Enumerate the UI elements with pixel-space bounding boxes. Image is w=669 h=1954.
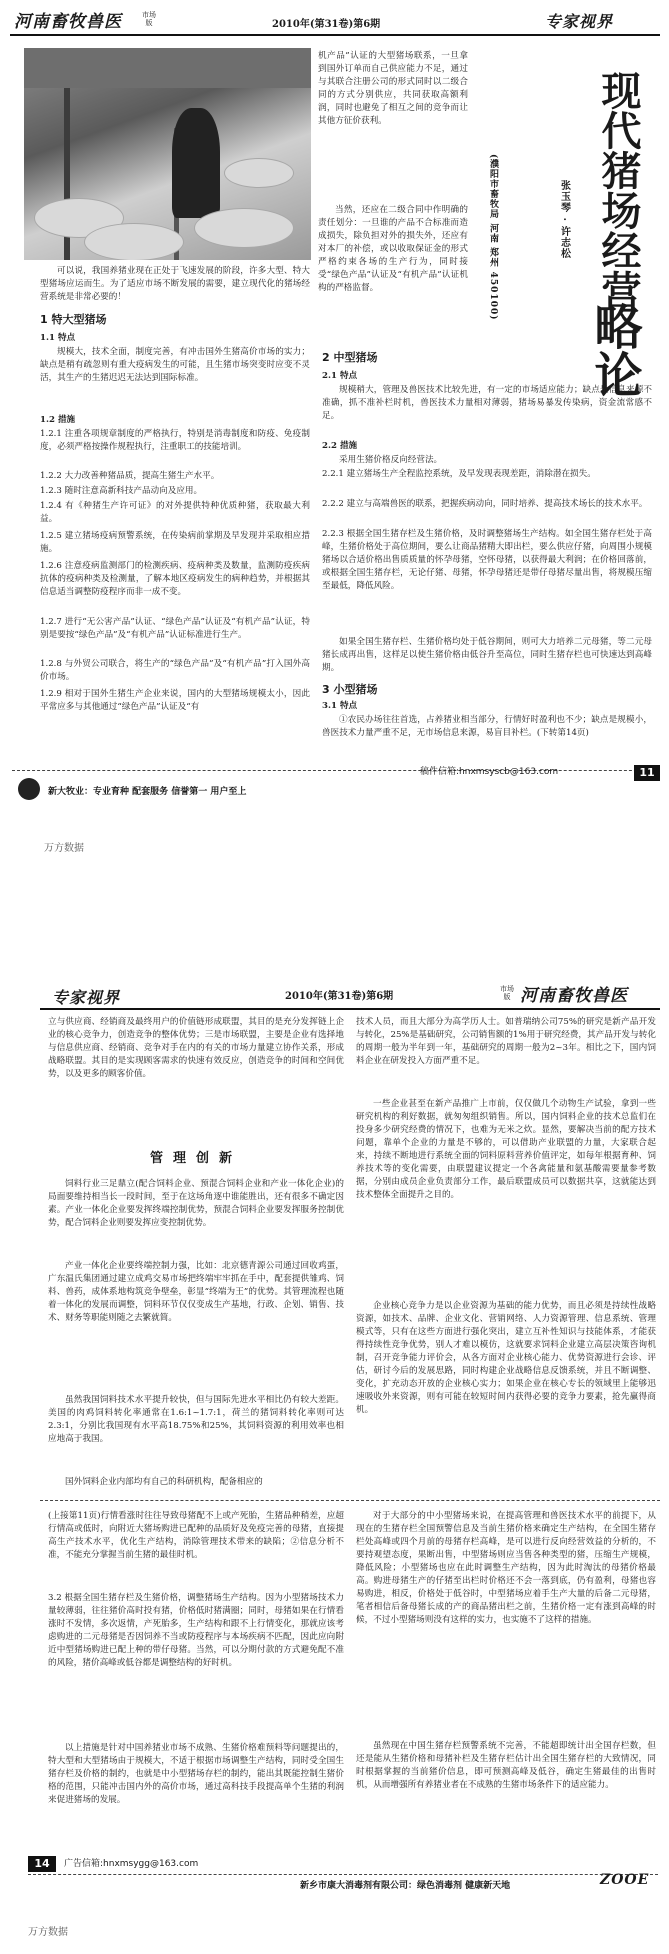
- s1-1-text: 规模大，技术全面，制度完善，有冲击国外生猪高价市场的实力；缺点是稍有疏忽则有重大疫病发生的可能，且生猪市场突变时应变不灵活，其生产的生猪迟迟无法达到国际标准。: [40, 347, 310, 383]
- s2-1-text: 规模稍大，管理及兽医技术比较先进，有一定的市场适应能力；缺点是信息来源不准确，抓不准补栏时机，兽医技术力量相对薄弱，猪场易暴发传染病，资金流常感不足。: [322, 385, 652, 421]
- left-bottom-text-4: 国外饲料企业内部均有自己的科研机构，配备相应的: [65, 1477, 263, 1487]
- s2-2-item: 如果全国生猪存栏、生猪价格均处于低谷期间，则可大力培养二元母猪，等二元母猪长成再出售，这样足以使生猪价格由低谷升至高位，同时生猪存栏也可快速达到高峰期。: [322, 637, 652, 673]
- s1-2-item: 1.2.1 注重各项规章制度的严格执行，特别是消毒制度和防疫、免疫制度，必须严格按操作规程执行，注重职工的技能培训。: [40, 429, 310, 452]
- s1-2-item: 1.2.9 相对于国外生猪生产企业来说，国内的大型猪场规模太小，因此平常应多与其他通过“绿色产品”认证及“有: [40, 689, 310, 712]
- section-title: 管理创新: [149, 1151, 242, 1166]
- article-title-2: 略论: [586, 302, 642, 398]
- article-title: 现代猪场经营: [595, 70, 641, 310]
- footer-company: 新乡市康大消毒剂有限公司：绿色消毒剂 健康新天地: [300, 1881, 511, 1891]
- page-11: [0, 0, 669, 900]
- right-top-text-1: 机产品”认证的大型猪场联系，一旦拿到国外订单而自己供应能力不足，通过与其联合注册公司的形式同时以二级合同的方式分别供应，共同获取高额利润，同时也避免了相互之间的竞争而让其他方征价获利。: [318, 51, 468, 126]
- section-divider: [40, 1500, 660, 1501]
- bottom-left-text-3: 以上措施是针对中国养猪业市场不成熟、生猪价格难预料等问题提出的，特大型和大型猪场由于规模大，不适于根据市场调整生产结构，同时受全国生猪存栏及价格的制约，也就是中小型猪场存栏的制约，能出其既能控制生猪价格的范围，只能冲击国内外的高价市场，通过高科技手段提高单个生猪的利润来促进猪场的发展。: [48, 1743, 344, 1805]
- bottom-left-text-1: (上接第11页)行情看涨时往往导致母猪配不上或产死胎，生猪品种稍差，应超行情高或低时，向附近大猪场购进已配种的品质好及免疫完善的母猪，直接提高生产技术水平，优化生产结构，消除管理技术带来的缺陷；②信息分析不准，不能充分掌握当前生猪的最佳时机。: [48, 1511, 344, 1560]
- s1-2-item: 1.2.2 大力改善种猪品质，提高生猪生产水平。: [40, 471, 220, 481]
- intro-text: 可以说，我国养猪业现在正处于飞速发展的阶段，许多大型、特大型猪场应运而生。为了适应市场不断发展的需要，建立现代化的猪场经营系统是非常必要的！: [40, 266, 310, 302]
- bottom-right-text-1: 对于大部分的中小型猪场来说，在提高管理和兽医技术水平的前提下，从现在的生猪存栏全国预警信息及当前生猪价格来确定生产结构，在全国生猪存栏处高峰或四个月前的母猪存栏高峰，是可以进行反向经营效益的分析的，不要持观望态度，果断出售，中型猪场则应当售各种类型的猪，压缩生产规模，降低风险；小型猪场也应在此时调整生产结构，因为此时淘汰的母猪价格最高。购进母猪生产的仔猪至出栏时价格还不会一落到底，仍有盈利，母猪也容易购进，相反，价格处于低谷时，中型猪场应着手生产大量的后备二元母猪，笔者相信后备母猪长成的产的商品猪出栏之前，生猪价格一定有涨到高峰的时候，不过小型猪场则没有这样的实力，也实施不了这样的措施。: [356, 1511, 656, 1625]
- s3-1-title: 3.1 特点: [322, 701, 358, 711]
- right-top-text-1: 技术人员，而且大部分为高学历人士。如普瑞纳公司75%的研究是新产品开发与转化，25%是基础研究，公司销售额的1%用于研究经费，其产品开发与转化的周期一般为半年到一年，基础研究的周期一般为2~3年。相比之下，国内饲料企业在研发投入方面严重不足。: [356, 1017, 656, 1066]
- column-logo: 专家视界: [52, 988, 121, 1007]
- header-rule: [40, 1008, 660, 1010]
- s2-1-title: 2.1 特点: [322, 371, 358, 381]
- s3-1-text: ①农民办场往往首选，占养猪业相当部分，行情好时盈利也不少；缺点是规模小，兽医技术力量严重不足，无市场信息来源，易盲目补栏。(下转第14页): [322, 715, 652, 738]
- s2-2-item: 2.2.1 建立猪场生产全程监控系统，及早发现表现差距，消除潜在损失。: [322, 469, 596, 479]
- journal-logo-side: 市场版: [142, 11, 156, 27]
- section-2-title: 2 中型猪场: [322, 351, 378, 364]
- watermark: 万方数据: [28, 1927, 68, 1938]
- header-rule: [10, 34, 660, 36]
- s1-2-item: 1.2.8 与外贸公司联合，将生产的“绿色产品”及“有机产品”打入国外高价市场。: [40, 659, 310, 682]
- footer-rule: [28, 1874, 658, 1875]
- s2-2-item: 2.2.2 建立与高端兽医的联系，把握疾病动向，同时培养、提高技术场长的技术水平。: [322, 499, 648, 509]
- page-14: [0, 960, 669, 1954]
- s1-2-item: 1.2.5 建立猪场疫病预警系统，在传染病前掌期及早发现并采取相应措施。: [40, 531, 310, 554]
- s1-2-item: 1.2.6 注意疫病监测部门的检测疾病、疫病种类及数量，监测防疫疾病抗体的疫病种类及检测量，了解本地区疫病发生的病种趋势，并根据其信息适当调整防疫程序而非一成不变。: [40, 561, 310, 597]
- s1-1-title: 1.1 特点: [40, 333, 76, 343]
- s2-2-item: 2.2.3 根据全国生猪存栏及生猪价格，及时调整猪场生产结构。如全国生猪存栏处于高峰，生猪价格处于高位期间，要么让商品猪精大即出栏，要么供应仔猪，向周围小规模猪场以合适价格出售质质量的怀孕母猪，空怀母猪，以获得最大利润；在价格回落前，或根据全国生猪存栏，无论仔猪、母猪，怀孕母猪还是带仔母猪尽量出售，将规模压缩至最低，降低风险。: [322, 529, 652, 591]
- left-bottom-text-1: 饲料行业三足鼎立(配合饲料企业、预混合饲料企业和产业一体化企业)的局面要维持相当长一段时间，至于在这场角逐中谁能胜出，还有很多不确定因素。产业一体化企业要发挥终端控制优势，预混合饲料企业要发挥服务控制优势，配合饲料企业则要发挥应变控制优势。: [48, 1179, 344, 1228]
- column-logo: 专家视界: [545, 12, 614, 31]
- page-number: 11: [634, 765, 660, 781]
- farmer-figure: [172, 108, 220, 218]
- s1-2-title: 1.2 措施: [40, 415, 76, 425]
- s1-2-item: 1.2.7 进行“无公害产品”认证、“绿色产品”认证及“有机产品”认证，特别是要按“绿色产品”及“有机产品”认证标准进行生产。: [40, 617, 310, 640]
- s2-2-intro: 采用生猪价格反向经营法。: [339, 455, 443, 465]
- journal-logo: 河南畜牧兽医: [14, 12, 122, 32]
- bottom-left-text-2: 3.2 根据全国生猪存栏及生猪价格，调整猪场生产结构。因为小型猪场技术力量较薄弱，往往猪价高时投有猪，价格低时猪满圈；同时，母猪如果在行情看涨时不发情，多次返情，产死胎多，生产结构和跟不上行情变化，那就应该考虑购进的二元母猪是否因饲养不当或防疫程序与本场疾病不匹配，因此应向附近中型猪场购进已配上种的带仔母猪。当然，可以分期付款的方式避免配不准的风险，猪价高峰或低谷都是调整结构的好时机。: [48, 1593, 344, 1668]
- author-affiliation: (濮阳市畜牧局 河南 郑州 450100): [488, 154, 499, 321]
- bottom-right-text-2: 虽然现在中国生猪存栏预警系统不完善，不能超即统计出全国存栏数，但还是能从生猪价格和母猪补栏及生猪存栏估计出全国生猪存栏的大致情况，同时根据掌握的当前猪价信息，即可预测高峰及低谷，确定生猪最佳的出售时机，从而增强所有养猪业者在不成熟的生猪市场条件下的适应能力。: [356, 1741, 656, 1790]
- watermark: 万方数据: [44, 843, 84, 854]
- s1-2-item: 1.2.3 随时注意高新科技产品动向及应用。: [40, 486, 203, 496]
- page-number: 14: [28, 1856, 56, 1872]
- right-top-text-2: 当然，还应在二级合同中作明确的责任划分：一旦谁的产品不合标准而造成损失，除负担对外的损失外，还应有对本厂的补偿，或以收取保证金的形式严格约束各场的生产行为，同时接受“绿色产品”认证及“有机产品”认证机构的严格监督。: [318, 205, 468, 293]
- footer-email: 稿件信箱:hnxmsyscb@163.com: [420, 767, 559, 777]
- left-top-text: 立与供应商、经销商及最终用户的价值链形成联盟，其目的是充分发挥链上企业的核心竞争力，创造竞争的整体优势；三是市场联盟，主要是企业有选择地与信息供应商、经销商、竞争对手在内的有关的市场力量建立协作关系，形成战略联盟。其目的是实现顾客需求的快速有效反应，创造竞争的时间和空间优势，以及更多的顾客价值。: [48, 1017, 344, 1079]
- footer-logo: ZOOE: [600, 1872, 650, 1888]
- company-logo-icon: [18, 778, 40, 800]
- section-1-title: 1 特大型猪场: [40, 313, 107, 326]
- left-bottom-text-3: 虽然我国饲料技术水平提升较快，但与国际先进水平相比仍有较大差距。美国的肉鸡饲料转化率通常在1.6:1~1.7:1，荷兰的猪饲料转化率则可达2.3:1，分别比我国现有水平高18.75%和25%，其饲料资源的利用效率也相应地高于我国。: [48, 1395, 344, 1444]
- right-top-text-2: 一些企业甚至在新产品推广上市前，仅仅做几个动物生产试验，拿到一些研究机构的利好数据，就匆匆组织销售。所以，国内饲料企业的技术总监们在投身多少研究经费的情况下，也难为无米之炊。显然，要解决当前的配方技术问题，靠单个企业的力量是不够的，可以借助产业联盟的力量，大家联合起来，持续不断地进行系统全面的饲料原料营养价值评定，如每年根据育种、饲养技术等的变化需要，由联盟建议提定一个各禽能量和氨基酸需要量参考数据，分别由成员企业负责部分工作，最后联盟成员可以数据共享，这就能达到技术整体全面提升之目的。: [356, 1099, 656, 1200]
- footer-slogan: 新大牧业：专业育种 配套服务 信誉第一 用户至上: [48, 787, 247, 797]
- right-top-text-3: 企业核心竞争力是以企业资源为基础的能力优势，而且必须是持续性战略资源，如技术、品牌、企业文化、营销网络、人力资源管理、信息系统、管理模式等，只有在这些方面进行强化突出，建立互补性知识与技能体系，才能获得持续性竞争优势，别人才难以模仿，这就要求饲料企业建立高层决策咨询机制，召开竞争能力评价会，从各方面对企业核心能力、优势资源进行会诊、评估，研讨今后的发展思路，同时构建企业战略信息反馈系统，并且不断调整、变化，扩充动态开放的企业核心实力；如果企业在核心专长的领域里上能够迅速吸收外来资源，则有可能在较短时间内获得必要的竞争力要素，抢先赢得商机。: [356, 1301, 656, 1415]
- author-names: 张玉琴 · 许志松: [558, 180, 570, 260]
- s2-2-title: 2.2 措施: [322, 441, 358, 451]
- journal-logo-side: 市场版: [500, 985, 514, 1001]
- issue-label: 2010年(第31卷)第6期: [285, 991, 394, 1002]
- footer-email: 广告信箱:hnxmsygg@163.com: [64, 1859, 199, 1869]
- issue-label: 2010年(第31卷)第6期: [272, 19, 381, 30]
- section-3-title: 3 小型猪场: [322, 683, 378, 696]
- journal-logo: 河南畜牧兽医: [520, 986, 628, 1006]
- pig-farm-photo: [24, 48, 311, 260]
- footer-rule: [12, 770, 657, 771]
- left-bottom-text-2: 产业一体化企业要终端控制力强，比如：北京德青源公司通过回收鸡蛋，广东温氏集团通过建立成鸡交易市场把终端牢牢抓在手中，配套提供雏鸡、饲料、兽药，成体系地构筑竞争壁垒，彰显“终端为王”的优势。其管理流程也随着一体化的发展而调整，饲料环节仅仅变成生产基地，行政、企划、销售、技术、财务等职能则随之去繁就简。: [48, 1261, 344, 1323]
- s1-2-item: 1.2.4 有《种猪生产许可证》的对外提供特种优质种猪，获取最大利益。: [40, 501, 310, 524]
